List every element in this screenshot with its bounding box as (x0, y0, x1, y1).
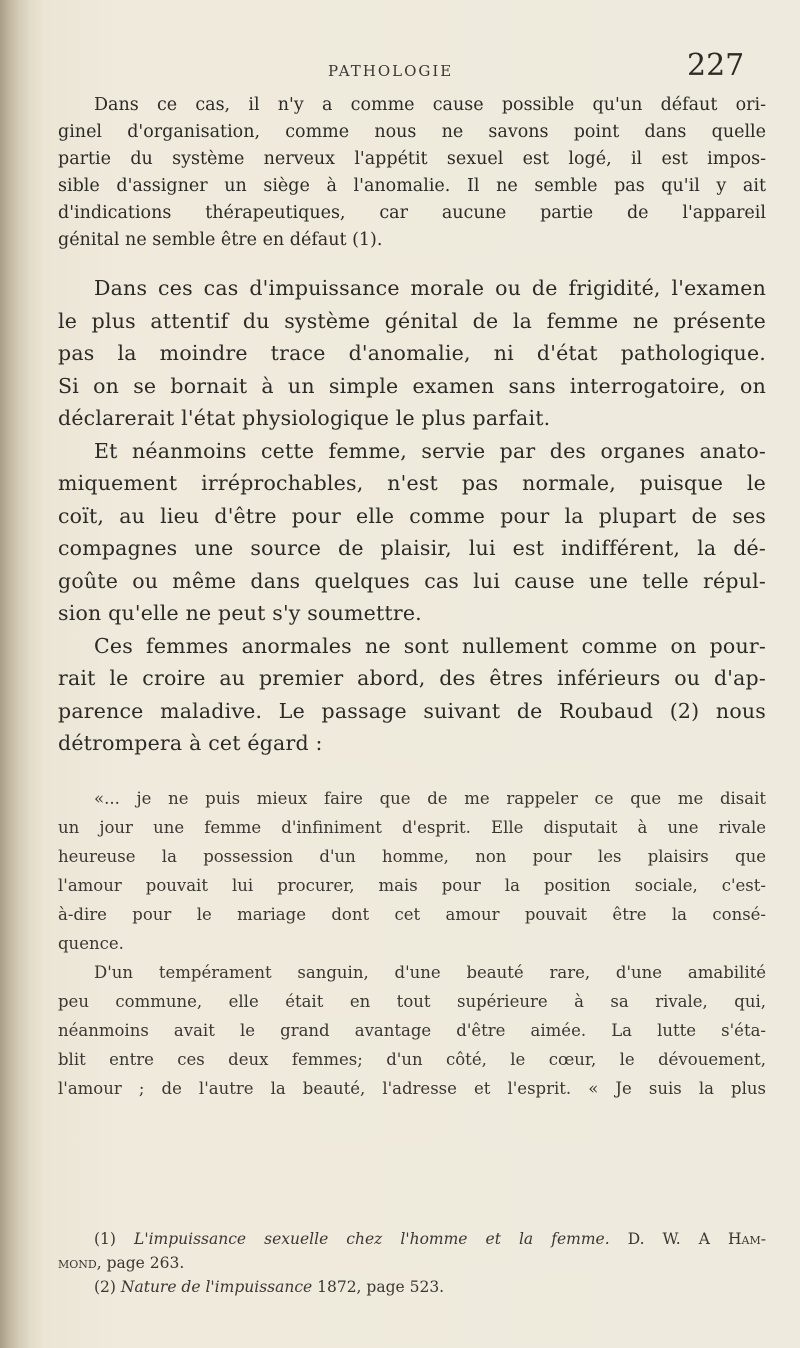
text-line: d'indications thérapeutiques, car aucune partie de l'appareil (58, 203, 766, 223)
text-line: un jour une femme d'infiniment d'esprit. Elle disputait à une rivale (58, 817, 766, 837)
text-line: déclarerait l'état physiologique le plus parfait. (58, 406, 551, 430)
text-line: pas la moindre trace d'anomalie, ni d'état pathologique. (58, 341, 766, 365)
footnotes (58, 1227, 766, 1299)
footnote-1-author-end: mond (58, 1254, 97, 1272)
text-line: sion qu'elle ne peut s'y soumettre. (58, 601, 422, 625)
footnote-2-number: (2) (94, 1278, 116, 1296)
paragraph-3 (58, 435, 766, 630)
quotation-1 (58, 784, 766, 958)
running-title: PATHOLOGIE (328, 62, 454, 80)
text-line: parence maladive. Le passage suivant de Roubaud (2) nous (58, 698, 766, 723)
text-line: goûte ou même dans quelques cas lui cause une telle répul- (58, 568, 766, 593)
text-line: Dans ces cas d'impuissance morale ou de frigidité, l'examen (94, 276, 766, 300)
text-line: le plus attentif du système génital de la femme ne présente (58, 308, 766, 333)
text-line: à-dire pour le mariage dont cet amour pouvait être la consé- (58, 904, 766, 924)
text-line: détrompera à cet égard : (58, 731, 323, 755)
footnote-1-continued (58, 1251, 766, 1275)
footnote-2-title: Nature de l'impuissance (120, 1278, 313, 1296)
footnote-1 (58, 1227, 766, 1251)
text-line: Ces femmes anormales ne sont nullement comme on pour- (94, 633, 766, 658)
text-line: sible d'assigner un siège à l'anomalie. Il ne semble pas qu'il y ait (58, 176, 766, 196)
text-line: Dans ce cas, il n'y a comme cause possible qu'un défaut ori- (94, 95, 766, 115)
text-line: Et néanmoins cette femme, servie par des organes anato- (94, 438, 766, 463)
footnote-2 (58, 1275, 766, 1299)
text-line: D'un tempérament sanguin, d'une beauté rare, d'une amabilité (94, 962, 766, 982)
text-line: génital ne semble être en défaut (1). (58, 230, 383, 250)
page-spine-shadow (0, 0, 30, 1348)
footnote-1-title: L'impuissance sexuelle chez l'homme et la femme. (134, 1230, 610, 1248)
quotation-2 (58, 958, 766, 1103)
footnote-2-rest: 1872, page 523. (312, 1278, 445, 1296)
footnote-1-author: Ham- (728, 1230, 766, 1248)
text-line: heureuse la possession d'un homme, non pour les plaisirs que (58, 846, 766, 866)
text-line: peu commune, elle était en tout supérieure à sa rivale, qui, (58, 991, 766, 1011)
footnote-1-rest: D. W. A (609, 1230, 710, 1248)
paragraph-4 (58, 630, 766, 760)
text-line: rait le croire au premier abord, des êtres inférieurs ou d'ap- (58, 666, 766, 690)
text-line: blit entre ces deux femmes; d'un côté, le cœur, le dévouement, (58, 1049, 766, 1069)
body-text (58, 92, 766, 1103)
text-line: miquement irréprochables, n'est pas normale, puisque le (58, 471, 766, 495)
paragraph-1 (58, 92, 766, 254)
text-line: ginel d'organisation, comme nous ne savons point dans quelle (58, 122, 766, 142)
text-line: partie du système nerveux l'appétit sexuel est logé, il est impos- (58, 149, 766, 169)
page-header (0, 10, 800, 83)
text-line: compagnes une source de plaisir, lui est indifférent, la dé- (58, 536, 766, 560)
footnote-1-page: , page 263. (96, 1254, 185, 1272)
text-line: Si on se bornait à un simple examen sans interrogatoire, on (58, 373, 766, 398)
text-line: néanmoins avait le grand avantage d'être aimée. La lutte s'éta- (58, 1020, 766, 1040)
text-line: l'amour pouvait lui procurer, mais pour la position sociale, c'est- (58, 875, 766, 895)
text-line: l'amour ; de l'autre la beauté, l'adresse et l'esprit. « Je suis la plus (58, 1078, 766, 1098)
text-line: «... je ne puis mieux faire que de me rappeler ce que me disait (94, 788, 766, 808)
paragraph-2 (58, 272, 766, 435)
text-line: coït, au lieu d'être pour elle comme pour la plupart de ses (58, 503, 766, 528)
footnote-1-number: (1) (94, 1230, 116, 1248)
page-number: 227 (687, 48, 745, 83)
text-line: quence. (58, 933, 124, 953)
